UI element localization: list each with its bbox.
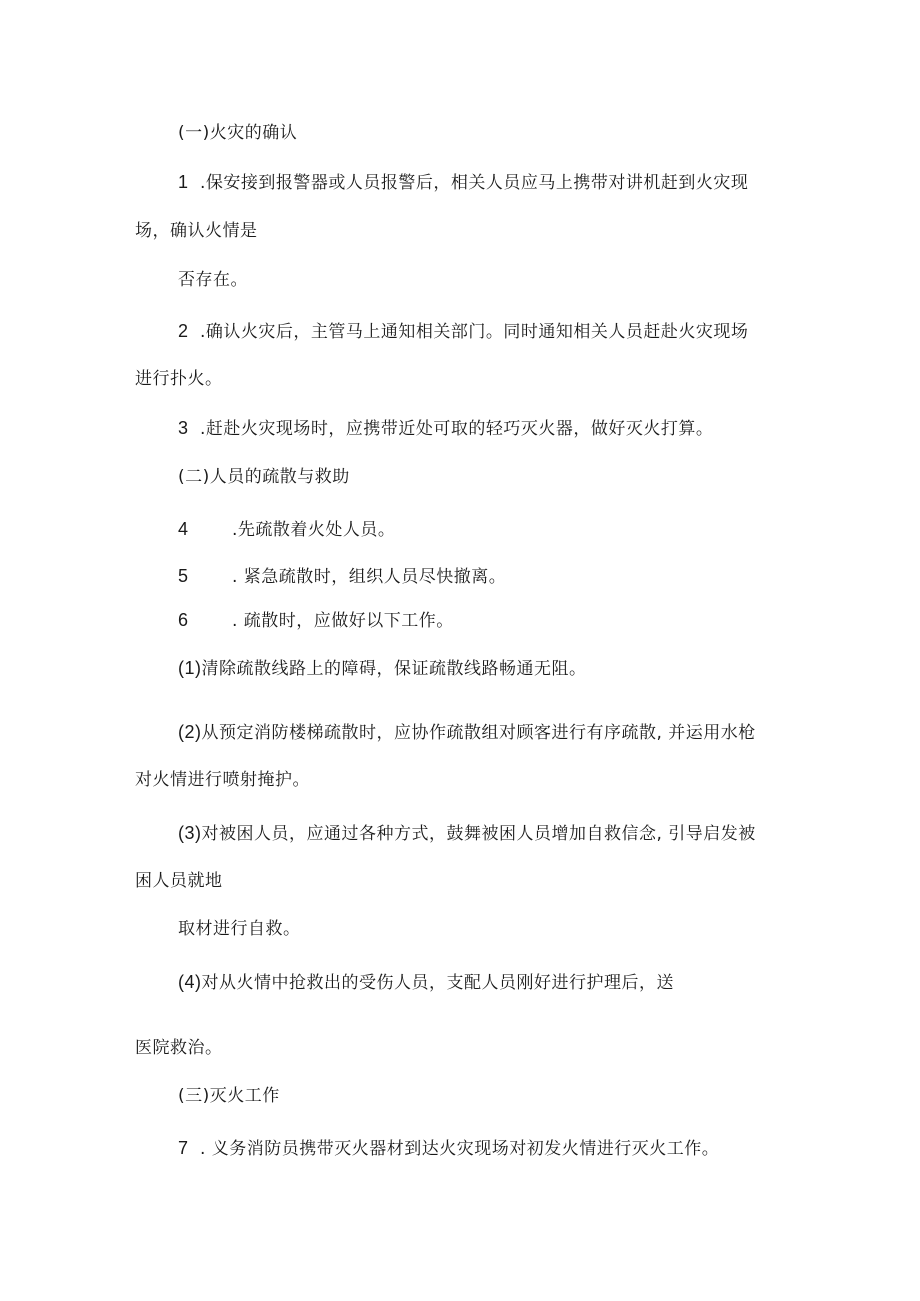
sub-item-text: 从预定消防楼梯疏散时，应协作疏散组对顾客进行有序疏散, 并运用水枪 xyxy=(201,723,756,743)
item-number: 4 xyxy=(178,519,189,539)
section-heading-1: (一)火灾的确认 xyxy=(178,123,298,143)
sub-item-text: 清除疏散线路上的障碍，保证疏散线路畅通无阻。 xyxy=(201,659,587,679)
list-item-6 xyxy=(178,608,454,633)
item-number: 5 xyxy=(178,566,189,586)
sub-item-text: 对被困人员，应通过各种方式，鼓舞被困人员增加自救信念, 引导启发被 xyxy=(201,824,756,844)
sub-item-4 xyxy=(178,970,674,995)
item-number: 6 xyxy=(178,610,189,630)
sub-item-3-continuation-2: 取材进行自救。 xyxy=(178,919,301,939)
item-text: . 疏散时，应做好以下工作。 xyxy=(232,611,454,631)
list-item-1 xyxy=(178,170,748,195)
sub-item-number: (1) xyxy=(178,658,202,678)
sub-item-4-continuation: 医院救治。 xyxy=(135,1038,223,1058)
sub-item-2 xyxy=(178,720,756,745)
section-heading-3: (三)灭火工作 xyxy=(178,1086,280,1106)
sub-item-3 xyxy=(178,821,756,846)
item-text: .先疏散着火处人员。 xyxy=(232,520,396,540)
item-number: 2 xyxy=(178,321,189,341)
item-text: . 紧急疏散时，组织人员尽快撤离。 xyxy=(232,567,507,587)
sub-item-1 xyxy=(178,656,587,681)
list-item-2 xyxy=(178,319,748,344)
list-item-1-continuation: 场，确认火情是 xyxy=(135,221,258,241)
sub-item-number: (4) xyxy=(178,972,202,992)
list-item-7 xyxy=(178,1136,719,1161)
list-item-1-continuation-2: 否存在。 xyxy=(178,270,248,290)
item-text: . 义务消防员携带灭火器材到达火灾现场对初发火情进行灭火工作。 xyxy=(200,1139,720,1159)
item-number: 7 xyxy=(178,1138,189,1158)
item-text: .保安接到报警器或人员报警后，相关人员应马上携带对讲机赶到火灾现 xyxy=(200,173,749,193)
list-item-3 xyxy=(178,416,713,441)
sub-item-number: (3) xyxy=(178,823,202,843)
sub-item-2-continuation: 对火情进行喷射掩护。 xyxy=(135,770,310,790)
sub-item-text: 对从火情中抢救出的受伤人员，支配人员刚好进行护理后，送 xyxy=(201,973,674,993)
section-heading-2: (二)人员的疏散与救助 xyxy=(178,467,350,487)
list-item-5 xyxy=(178,564,506,589)
sub-item-3-continuation: 困人员就地 xyxy=(135,871,223,891)
list-item-2-continuation: 进行扑火。 xyxy=(135,369,223,389)
item-number: 3 xyxy=(178,418,189,438)
item-text: .确认火灾后，主管马上通知相关部门。同时通知相关人员赶赴火灾现场 xyxy=(200,322,749,342)
sub-item-number: (2) xyxy=(178,722,202,742)
item-number: 1 xyxy=(178,172,189,192)
item-text: .赶赴火灾现场时，应携带近处可取的轻巧灭火器，做好灭火打算。 xyxy=(200,419,714,439)
list-item-4 xyxy=(178,517,395,542)
